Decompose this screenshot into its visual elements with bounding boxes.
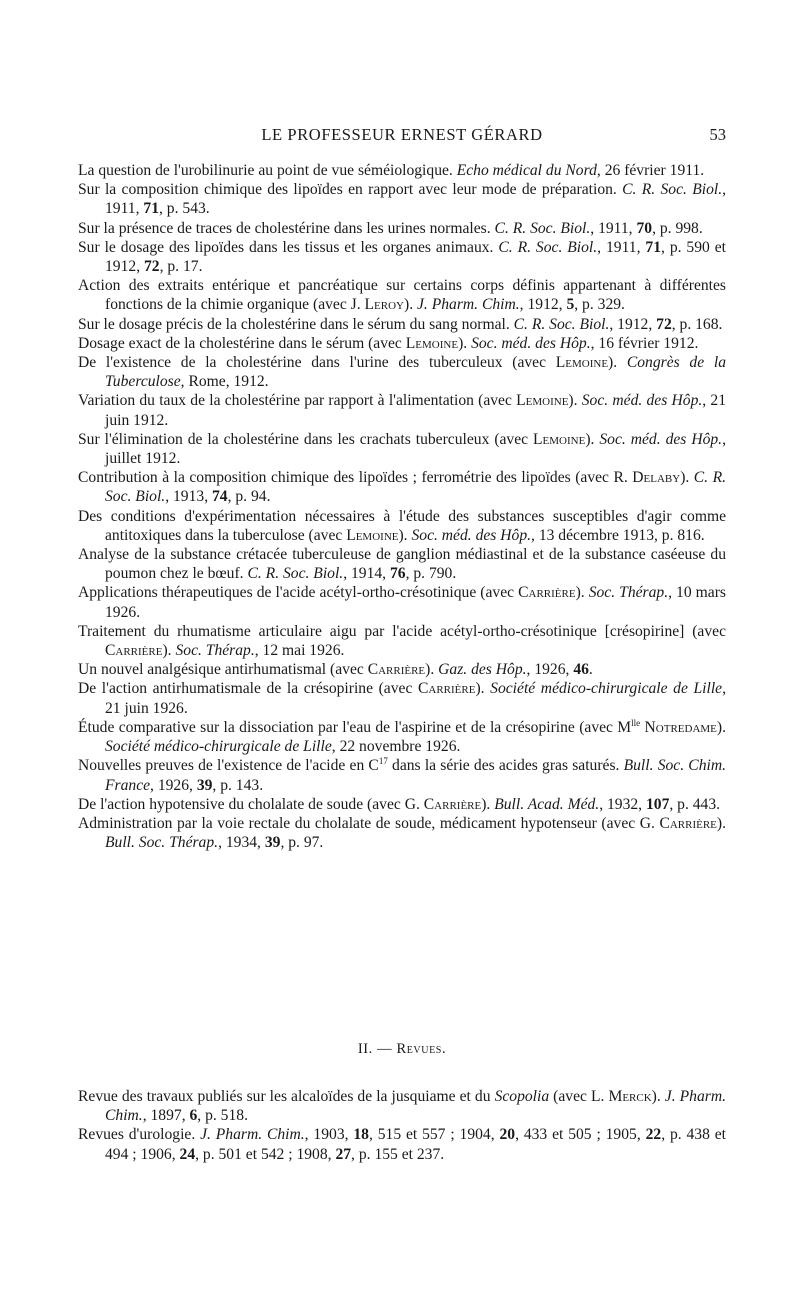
entry-text: , 1926, [526,661,574,679]
entry-text: Leroy [364,296,405,314]
review-entry [78,1125,726,1163]
entry-text: C. R. Soc. Biol. [247,565,344,583]
entry-text: , p. 501 et 542 ; 1908, [195,1145,336,1163]
entry-text: Revues d'urologie. [78,1126,201,1144]
entry-text: , 433 et 505 ; 1905, [515,1126,646,1144]
bibliography-entry [78,180,726,218]
section-heading: II. — Revues. [357,1041,447,1057]
bibliography-entry [78,660,726,679]
entry-text: C. R. Soc. Biol. [105,469,726,506]
entry-text: Gaz. des Hôp. [438,661,527,679]
entry-text: , 26 février 1911. [596,162,705,179]
entry-text: Variation du taux de la cholestérine par rapport à l'alimentation (avec [78,392,517,410]
entry-text: 27 [335,1145,352,1163]
entry-text: 71 [645,238,661,256]
page-number: 53 [709,125,726,144]
entry-text: Action des extraits entérique et pancréatique sur certains corps définis appartenant à différentes fonctions de la chimie organique (avec J. [78,277,726,314]
bibliography-entry [78,391,726,429]
bibliography-entry [78,315,726,334]
entry-text: , p. 998. [652,219,703,237]
entry-text: Bull. Acad. Méd. [494,795,600,813]
entry-text: 6 [189,1107,198,1125]
entry-text: Dosage exact de la cholestérine dans le sérum (avec [78,334,406,352]
entry-text: Scopolia [494,1088,550,1105]
entry-text: , p. 168. [671,315,723,333]
entry-text: De l'action antirhumatismale de la crésopirine (avec [78,680,418,698]
entry-text: , p. 329. [574,296,625,314]
entry-text: Carrière [659,814,717,832]
entry-text: . [588,661,593,679]
entry-text: , p. 443. [669,795,721,813]
entry-text: Delaby [632,469,681,487]
entry-text: De l'action hypotensive du cholalate de soude (avec G. [78,795,424,813]
entry-text: ). [651,1088,665,1105]
entry-text: , p. 438 et 494 ; 1906, [105,1126,727,1163]
entry-text: Notredame [644,718,717,736]
entry-text: , juillet 1912. [105,430,726,468]
entry-text: , p. 17. [159,258,203,276]
page-header [78,125,726,151]
bibliography-entry [78,814,726,852]
entry-text: Sur la composition chimique des lipoïdes en rapport avec leur mode de préparation. [78,181,623,199]
entry-text: Echo médical du Nord [456,162,597,179]
entry-text: , 1903, [304,1126,354,1144]
entry-text: 71 [143,200,159,218]
entry-text: ). [716,814,726,832]
entry-text: Congrès de la Tuberculose [105,354,726,391]
entry-text: Soc. Thérap. [588,584,669,602]
entry-text: 18 [353,1126,369,1144]
entry-text: De l'existence de la cholestérine dans l'urine des tuberculeux (avec [78,354,556,372]
entry-text: Soc. méd. des Hôp. [599,430,723,448]
entry-text: Bull. Soc. Chim. France [105,757,726,794]
entry-text: J. Pharm. Chim. [417,296,520,314]
entry-text: J. Pharm. Chim. [105,1088,727,1125]
entry-text: , 1932, [599,795,646,813]
entry-text: 46 [573,661,589,679]
entry-text: Sur le dosage précis de la cholestérine dans le sérum du sang normal. [78,315,514,333]
entry-text: Soc. méd. des Hôp. [411,526,532,544]
entry-text: lle [631,717,641,728]
bibliography-entry [78,718,726,756]
entry-text: ). [162,642,176,660]
entry-text: , p. 97. [280,834,324,852]
entry-text: 39 [196,776,213,794]
entry-text: , 1911, [105,181,726,218]
bibliography-entry [78,430,726,468]
entry-text: , p. 590 et 1912, [105,238,726,276]
entry-text: Société médico-chirurgicale de Lille [490,680,723,698]
entry-text: C. R. Soc. Biol. [513,315,610,333]
bibliography-entry [78,353,726,391]
entry-text: Bull. Soc. Thérap. [105,834,219,852]
entry-text: Lemoine [555,354,609,372]
entry-text: Lemoine [405,334,459,352]
entry-text: , 515 et 557 ; 1904, [368,1126,500,1144]
entry-text: Un nouvel analgésique antirhumatismal (avec [78,661,368,679]
entry-text: ). [458,334,472,352]
entry-text: C. R. Soc. Biol. [498,238,598,256]
entry-text: , 16 février 1912. [590,334,699,352]
entry-text: , p. 790. [405,565,457,583]
entry-text: 5 [566,296,575,314]
entry-text: , 1926, [150,776,197,794]
bibliography-entry [78,507,726,545]
entry-text: ). [585,430,600,448]
entry-text: Applications thérapeutiques de l'acide acétyl-ortho-crésotinique (avec [78,584,519,602]
entry-text: 24 [179,1145,196,1163]
entry-text: Sur le dosage des lipoïdes dans les tissus et les organes animaux. [78,238,499,256]
entry-text: , p. 155 et 237. [351,1145,445,1163]
entry-text: dans la série des acides gras saturés. [387,757,624,775]
entry-text: 107 [645,795,670,813]
entry-text: , 12 mai 1926. [254,642,345,660]
entry-text: J. Pharm. Chim. [200,1126,305,1144]
bibliography-entry [78,238,726,276]
reviews-list [78,1087,726,1164]
bibliography-entry [78,622,726,660]
entry-text: , 1913, [165,488,212,506]
entry-text: Des conditions d'expérimentation nécessaires à l'étude des substances susceptibles d'agir comme antitoxiques dans la tuberculose (avec [78,507,726,544]
entry-text: Nouvelles preuves de l'existence de l'acide en C [78,757,379,775]
entry-text: 20 [499,1126,516,1144]
entry-text: ). [716,718,726,736]
entry-text: Société médico-chirurgicale de Lille [105,738,332,756]
bibliography-entry [78,468,726,506]
bibliography-entry [78,545,726,583]
entry-text: Lemoine [346,526,399,544]
entry-text: Soc. méd. des Hôp. [471,334,591,352]
bibliography-entry [78,219,726,238]
entry-text: , Rome, 1912. [180,373,269,391]
entry-text: , p. 143. [212,776,264,794]
entry-text: ). [475,680,491,698]
entry-text: , 21 juin 1926. [105,680,726,717]
entry-text: Sur l'élimination de la cholestérine dans les crachats tuberculeux (avec [78,430,534,448]
bibliography-entry [78,756,726,794]
entry-text: Lemoine [516,392,569,410]
entry-text: C. R. Soc. Biol. [622,181,723,199]
bibliography-entry [78,334,726,353]
entry-text: Soc. méd. des Hôp. [581,392,703,410]
publication-list [78,161,726,852]
entry-text: ). [680,469,694,487]
entry-text: Lemoine [533,430,586,448]
entry-text: 70 [636,219,653,237]
entry-text: Carrière [105,642,163,660]
entry-text: 17 [378,756,388,767]
entry-text: , 1934, [218,834,265,852]
entry-text: , 1911, [597,238,646,256]
bibliography-entry [78,679,726,717]
entry-text: ). [575,584,589,602]
entry-text: 22 [645,1126,662,1144]
entry-text: , 1912, [609,315,657,333]
entry-text: Merck [608,1088,652,1105]
entry-text: , 21 juin 1912. [105,392,727,429]
review-entry [78,1087,726,1125]
entry-text: ). [398,526,412,544]
entry-text: , p. 543. [159,200,210,218]
entry-text: ). [568,392,582,410]
entry-text: ). [608,354,627,372]
entry-text: Étude comparative sur la dissociation par l'eau de l'aspirine et de la crésopirine (avec M [78,718,632,736]
bibliography-entry [78,161,726,180]
entry-text: 76 [389,565,406,583]
entry-text: Carrière [417,680,476,698]
entry-text: Traitement du rhumatisme articulaire aigu par l'acide acétyl-ortho-crésotinique [crésopirine] (avec [78,622,726,640]
entry-text: , 1914, [343,565,390,583]
entry-text: , 10 mars 1926. [105,584,726,621]
entry-text: Carrière [423,795,482,813]
entry-text: 39 [264,834,281,852]
bibliography-entry [78,583,726,621]
running-head: LE PROFESSEUR ERNEST GÉRARD [261,125,543,144]
entry-text: , 22 novembre 1926. [331,738,461,756]
entry-text: 72 [143,258,160,276]
entry-text: 72 [656,315,672,333]
entry-text: Soc. Thérap. [175,642,255,660]
entry-text: Contribution à la composition chimique des lipoïdes ; ferrométrie des lipoïdes (avec R. [78,469,633,487]
entry-text: La question de l'urobilinurie au point de vue séméiologique. [78,162,457,179]
entry-text: Sur la présence de traces de cholestérine dans les urines normales. [78,219,495,237]
entry-text: , 1912, [519,296,567,314]
entry-text: Revue des travaux publiés sur les alcaloïdes de la jusquiame et du [78,1088,495,1105]
entry-text: ). [481,795,495,813]
bibliography-entry [78,795,726,814]
entry-text: (avec L. [549,1088,609,1105]
entry-text: , 1911, [590,219,637,237]
entry-text: , p. 94. [227,488,271,506]
entry-text: Administration par la voie rectale du cholalate de soude, médicament hypotenseur (avec G. [78,814,660,832]
entry-text: Analyse de la substance crétacée tuberculeuse de ganglion médiastinal et de la substance caséeuse du poumon chez le bœuf. [78,546,726,583]
bibliography-entry [78,276,726,314]
entry-text: ). [404,296,418,314]
entry-text: 74 [211,488,228,506]
entry-text: ). [425,661,439,679]
entry-text: , p. 518. [197,1107,248,1125]
entry-text: Carrière [518,584,576,602]
entry-text: C. R. Soc. Biol. [494,219,591,237]
entry-text: Carrière [367,661,426,679]
entry-text: , 1897, [142,1107,190,1125]
entry-text: , 13 décembre 1913, p. 816. [531,526,705,544]
